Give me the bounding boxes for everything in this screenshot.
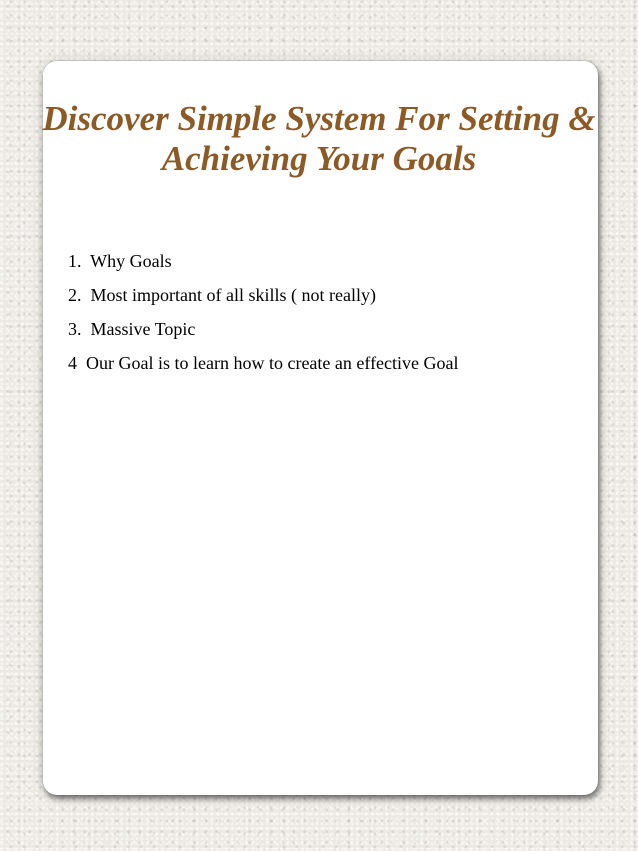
slide-title-line-2: Achieving Your Goals (161, 139, 477, 178)
slide-title (0, 99, 638, 179)
list-item: 3. Massive Topic (68, 319, 196, 339)
goals-list (68, 249, 459, 385)
list-item: 4 Our Goal is to learn how to create an effective Goal (68, 353, 459, 373)
slide-title-line-1: Discover Simple System For Setting & (42, 99, 596, 138)
list-item: 1. Why Goals (68, 251, 172, 271)
list-item: 2. Most important of all skills ( not really) (68, 285, 376, 305)
